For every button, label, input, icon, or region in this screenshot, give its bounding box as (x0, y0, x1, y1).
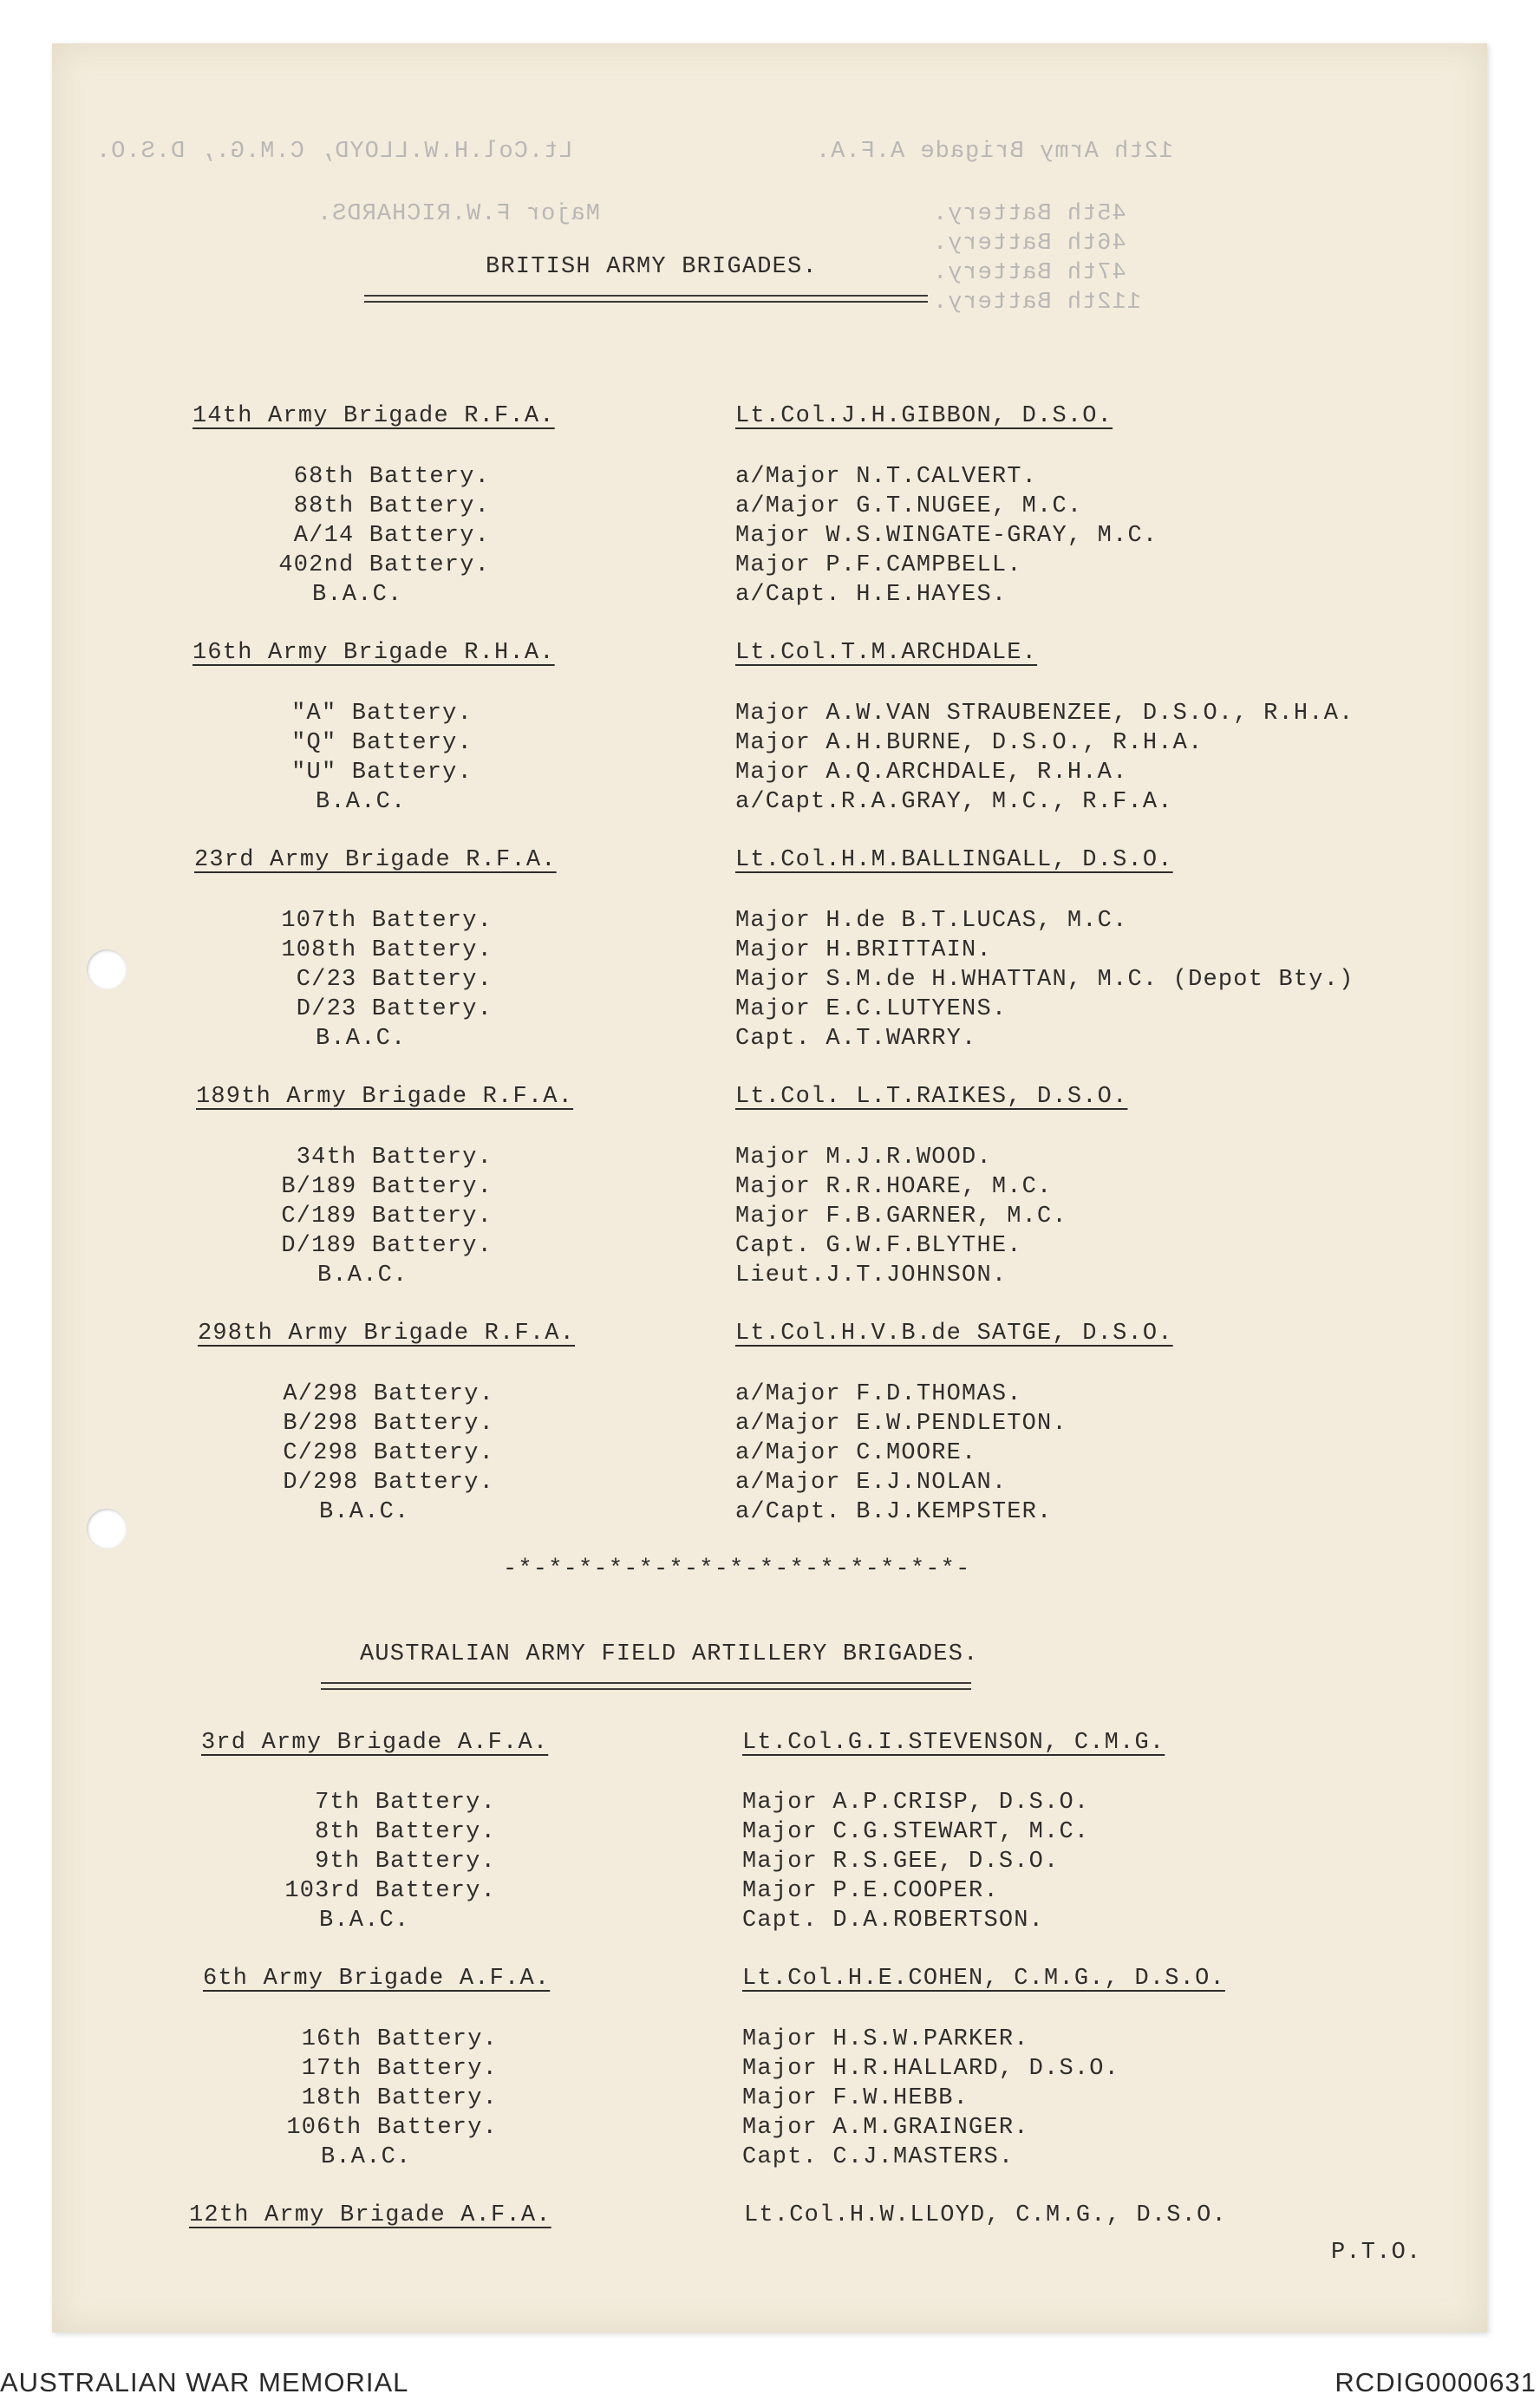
ghost-battery-4: 112th Battery. (932, 290, 1141, 316)
brigade-name: 189th Army Brigade R.F.A. (196, 1084, 574, 1110)
battery-commander: Major C.G.STEWART, M.C. (742, 1819, 1090, 1845)
battery-commander: Major A.Q.ARCHDALE, R.H.A. (735, 760, 1128, 786)
battery-name: "U" Battery. (291, 760, 473, 786)
brigade-name: 3rd Army Brigade A.F.A. (201, 1730, 549, 1756)
battery-name: "A" Battery. (291, 701, 473, 727)
battery-name: A/14 Battery. (293, 523, 490, 549)
battery-commander: Major H.S.W.PARKER. (742, 2026, 1029, 2052)
battery-name: 68th Battery. (293, 464, 490, 490)
battery-commander: Capt. D.A.ROBERTSON. (742, 1908, 1045, 1934)
ghost-battery-3: 47th Battery. (932, 260, 1126, 286)
please-turn-over: P.T.O. (1331, 2240, 1422, 2266)
brigade-name: 298th Army Brigade R.F.A. (198, 1321, 576, 1347)
battery-name: 18th Battery. (301, 2085, 498, 2111)
battery-name: B.A.C. (321, 2144, 412, 2170)
battery-commander: Major W.S.WINGATE-GRAY, M.C. (735, 523, 1158, 549)
battery-commander: Major A.M.GRAINGER. (742, 2115, 1029, 2141)
brigade-commander: Lt.Col.H.V.B.de SATGE, D.S.O. (735, 1321, 1173, 1347)
brigade-name: 14th Army Brigade R.F.A. (192, 403, 555, 429)
battery-name: 108th Battery. (281, 937, 493, 963)
battery-commander: a/Capt. B.J.KEMPSTER. (735, 1499, 1053, 1525)
battery-name: A/298 Battery. (283, 1381, 494, 1407)
battery-name: B.A.C. (317, 1262, 408, 1288)
ghost-battery-1: 45th Battery. (932, 201, 1126, 227)
battery-commander: Capt. A.T.WARRY. (735, 1026, 977, 1052)
battery-name: B.A.C. (319, 1499, 410, 1525)
battery-commander: Major A.H.BURNE, D.S.O., R.H.A. (735, 730, 1204, 756)
brigade-commander: Lt.Col.H.M.BALLINGALL, D.S.O. (735, 847, 1173, 873)
battery-name: 17th Battery. (301, 2056, 498, 2082)
battery-commander: a/Major G.T.NUGEE, M.C. (735, 493, 1083, 519)
section-separator: -*-*-*-*-*-*-*-*-*-*-*-*-*-*-*- (503, 1556, 971, 1582)
battery-name: D/189 Battery. (281, 1233, 493, 1259)
battery-commander: Major H.R.HALLARD, D.S.O. (742, 2056, 1120, 2082)
australian-title-double-underline (321, 1682, 971, 1690)
battery-commander: Major P.E.COOPER. (742, 1878, 999, 1904)
battery-name: B.A.C. (316, 1026, 407, 1052)
brigade-commander: Lt.Col.G.I.STEVENSON, C.M.G. (742, 1730, 1165, 1756)
battery-commander: Major H.BRITTAIN. (735, 937, 992, 963)
battery-commander: Major A.W.VAN STRAUBENZEE, D.S.O., R.H.A. (735, 701, 1354, 727)
battery-commander: Major R.R.HOARE, M.C. (735, 1174, 1053, 1200)
battery-commander: Major F.B.GARNER, M.C. (735, 1204, 1067, 1230)
ghost-commander-text: Lt.Col.H.W.LLOYD, C.M.G., D.S.O. (95, 139, 573, 165)
battery-commander: Capt. C.J.MASTERS. (742, 2144, 1015, 2170)
battery-commander: a/Major C.MOORE. (735, 1440, 977, 1466)
battery-name: B.A.C. (312, 582, 403, 608)
battery-commander: Major R.S.GEE, D.S.O. (742, 1849, 1060, 1875)
battery-name: C/189 Battery. (281, 1204, 493, 1230)
brigade-commander: Lt.Col.H.E.COHEN, C.M.G., D.S.O. (742, 1966, 1225, 1992)
battery-commander: a/Major E.J.NOLAN. (735, 1470, 1008, 1496)
battery-name: 34th Battery. (296, 1145, 493, 1171)
archive-footer-left: AUSTRALIAN WAR MEMORIAL (0, 2367, 409, 2397)
brigade-name: 12th Army Brigade A.F.A. (189, 2202, 551, 2228)
battery-commander: Lieut.J.T.JOHNSON. (735, 1262, 1008, 1288)
battery-name: D/23 Battery. (296, 996, 493, 1022)
battery-name: C/298 Battery. (283, 1440, 494, 1466)
battery-name: B/298 Battery. (283, 1411, 494, 1437)
brigade-commander: Lt.Col.H.W.LLOYD, C.M.G., D.S.O. (744, 2202, 1227, 2228)
battery-name: D/298 Battery. (283, 1470, 494, 1496)
ghost-brigade-text: 12th Army Brigade A.F.A. (815, 139, 1173, 165)
battery-commander: a/Major E.W.PENDLETON. (735, 1411, 1067, 1437)
battery-name: 9th Battery. (315, 1849, 496, 1875)
battery-commander: Major H.de B.T.LUCAS, M.C. (735, 908, 1128, 934)
battery-name: B.A.C. (316, 789, 407, 815)
punch-hole-top (87, 949, 127, 989)
battery-name: 88th Battery. (293, 493, 490, 519)
brigade-name: 16th Army Brigade R.H.A. (192, 640, 555, 666)
battery-commander: Major F.W.HEBB. (742, 2085, 969, 2111)
brigade-name: 6th Army Brigade A.F.A. (203, 1966, 551, 1992)
australian-section-title: AUSTRALIAN ARMY FIELD ARTILLERY BRIGADES. (360, 1641, 979, 1667)
punch-hole-bottom (87, 1509, 127, 1549)
battery-name: 103rd Battery. (284, 1878, 496, 1904)
battery-commander: Major S.M.de H.WHATTAN, M.C. (Depot Bty.) (735, 967, 1354, 993)
battery-name: 8th Battery. (315, 1819, 496, 1845)
british-section-title: BRITISH ARMY BRIGADES. (486, 254, 818, 280)
ghost-battery-2: 46th Battery. (932, 231, 1126, 257)
battery-name: B.A.C. (319, 1908, 410, 1934)
battery-commander: a/Major N.T.CALVERT. (735, 464, 1038, 490)
battery-name: 16th Battery. (301, 2026, 498, 2052)
brigade-commander: Lt.Col.J.H.GIBBON, D.S.O. (735, 403, 1113, 429)
battery-name: B/189 Battery. (281, 1174, 493, 1200)
british-title-double-underline (364, 295, 928, 303)
battery-name: 107th Battery. (281, 908, 493, 934)
ghost-major-text: Major F.W.RICHARDS. (316, 201, 600, 227)
battery-commander: a/Capt.R.A.GRAY, M.C., R.F.A. (735, 789, 1173, 815)
archive-footer-right: RCDIG0000631 (1334, 2367, 1537, 2397)
battery-commander: Major E.C.LUTYENS. (735, 996, 1008, 1022)
battery-commander: Capt. G.W.F.BLYTHE. (735, 1233, 1022, 1259)
brigade-commander: Lt.Col.T.M.ARCHDALE. (735, 640, 1038, 666)
battery-name: 402nd Battery. (278, 552, 490, 578)
brigade-commander: Lt.Col. L.T.RAIKES, D.S.O. (735, 1084, 1128, 1110)
battery-commander: a/Major F.D.THOMAS. (735, 1381, 1022, 1407)
battery-commander: a/Capt. H.E.HAYES. (735, 582, 1008, 608)
battery-commander: Major P.F.CAMPBELL. (735, 552, 1022, 578)
battery-name: "Q" Battery. (291, 730, 473, 756)
battery-commander: Major A.P.CRISP, D.S.O. (742, 1790, 1090, 1816)
battery-name: 106th Battery. (286, 2115, 498, 2141)
battery-name: C/23 Battery. (296, 967, 493, 993)
battery-name: 7th Battery. (315, 1790, 496, 1816)
battery-commander: Major M.J.R.WOOD. (735, 1145, 992, 1171)
brigade-name: 23rd Army Brigade R.F.A. (194, 847, 557, 873)
